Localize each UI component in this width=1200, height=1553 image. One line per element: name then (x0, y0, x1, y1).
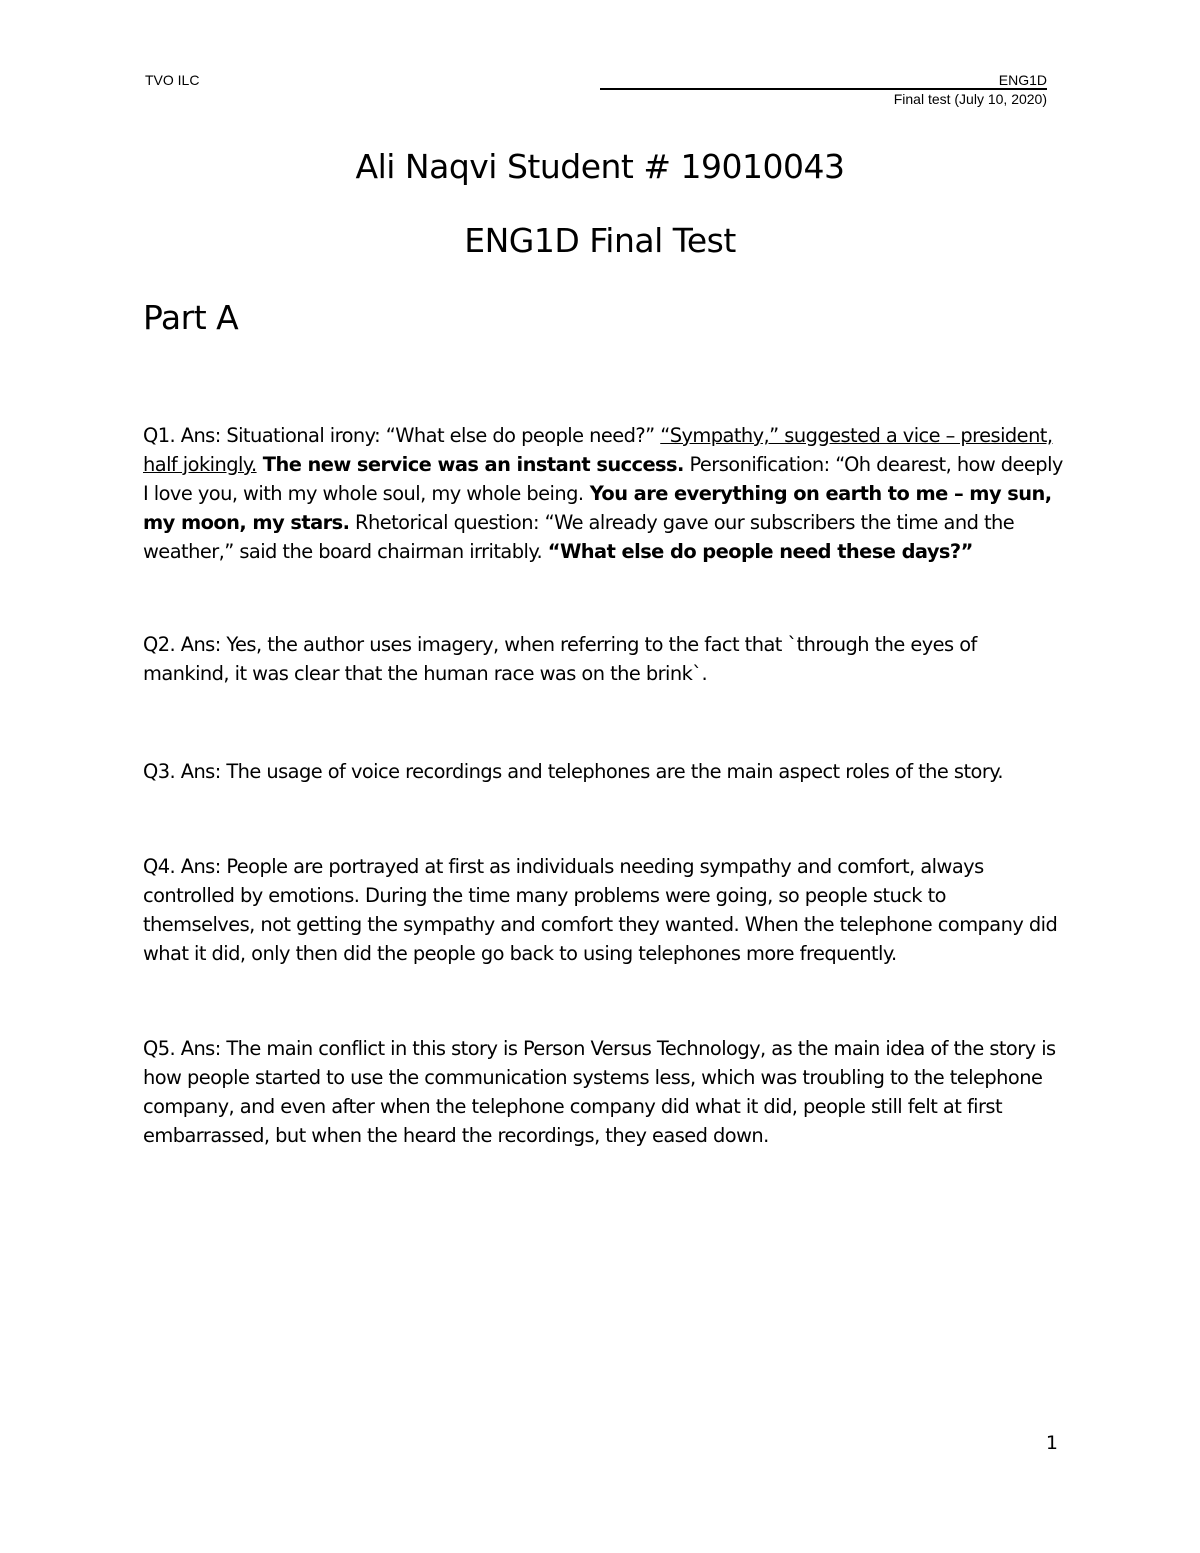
answer-q4: Q4. Ans: People are portrayed at first as individuals needing sympathy and comfort, always controlled by emotions. During the time many problems were going, so people stuck to themselves, not getting the sympathy and comfort they wanted. When the telephone company did what it did, only then did the people go back to using telephones more frequently. (143, 855, 1058, 965)
q1-text-3: Rhetorical question: “We already gave our subscribers the time and the weather,” said the board chairman irritably. (143, 511, 1015, 563)
q1-bold-2: You are everything on earth to me – my sun, my moon, my stars. (143, 482, 1052, 534)
student-title: Ali Naqvi Student # 19010043 (355, 147, 845, 186)
q1-text-2: Personification: “Oh dearest, how deeply I love you, with my whole soul, my whole being. (143, 453, 1063, 505)
header-rule (600, 88, 1047, 90)
page-number: 1 (1045, 1432, 1058, 1454)
q1-bold-1: The new service was an instant success. (256, 453, 684, 476)
test-title: ENG1D Final Test (464, 221, 736, 260)
q1-bold-3: “What else do people need these days?” (547, 540, 973, 563)
answer-q1 (143, 421, 1063, 566)
q1-text-1: Q1. Ans: Situational irony: “What else do people need?” (143, 424, 661, 447)
answer-q3: Q3. Ans: The usage of voice recordings and telephones are the main aspect roles of the story. (143, 760, 1004, 783)
q1-underlined-quote: “Sympathy,” suggested a vice – president, half jokingly. (143, 424, 1053, 476)
answer-q2: Q2. Ans: Yes, the author uses imagery, when referring to the fact that `through the eyes of mankind, it was clear that the human race was on the brink`. (143, 633, 977, 685)
answer-q5: Q5. Ans: The main conflict in this story is Person Versus Technology, as the main idea of the story is how people started to use the communication systems less, which was troubling to the telephone company, and even after when the telephone company did what it did, people still felt at first embarrassed, but when the heard the recordings, they eased down. (143, 1037, 1056, 1147)
header-subtitle: Final test (July 10, 2020) (893, 91, 1047, 107)
header-left: TVO ILC (145, 72, 200, 88)
header-right: ENG1D (998, 72, 1047, 88)
part-heading: Part A (143, 298, 239, 337)
